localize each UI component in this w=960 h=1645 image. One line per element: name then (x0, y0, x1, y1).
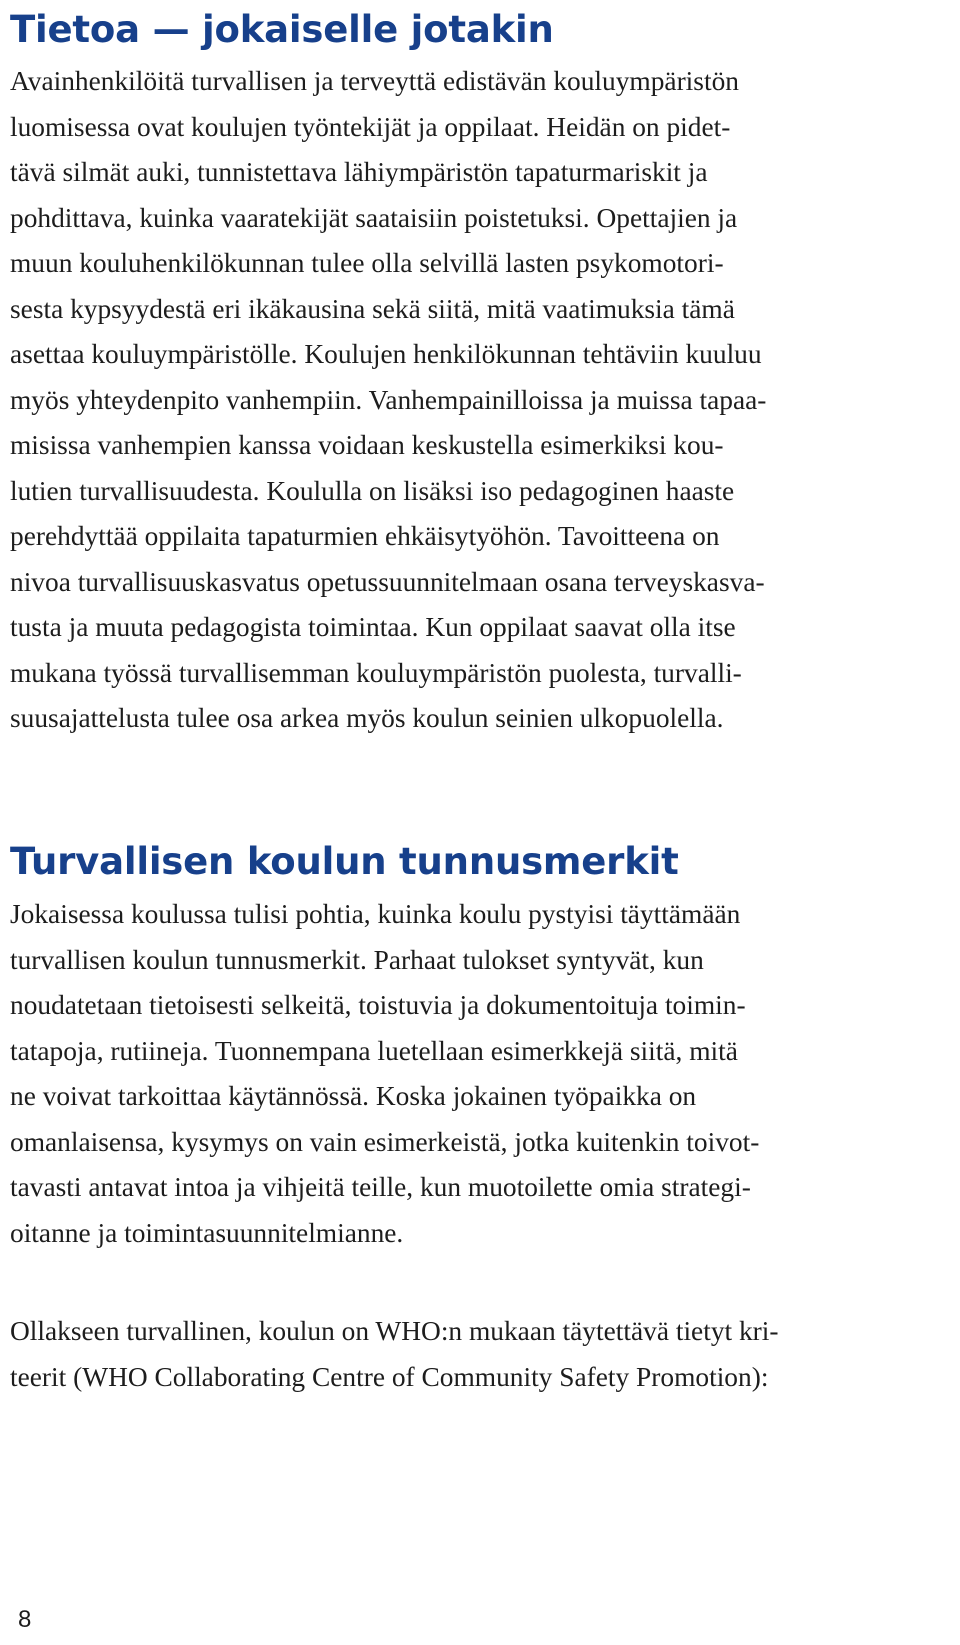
text-line: Avainhenkilöitä turvallisen ja terveyttä edistävän kouluympäristön (10, 66, 739, 96)
body-paragraph (10, 1309, 955, 1400)
text-line: asettaa kouluympäristölle. Koulujen henkilökunnan tehtäviin kuuluu (10, 339, 762, 369)
text-line: omanlaisensa, kysymys on vain esimerkeistä, jotka kuitenkin toivot- (10, 1126, 760, 1157)
text-line: luomisessa ovat koulujen työntekijät ja oppilaat. Heidän on pidet- (10, 111, 731, 142)
text-line: Jokaisessa koulussa tulisi pohtia, kuinka koulu pystyisi täyttämään (10, 899, 741, 929)
text-line: ne voivat tarkoittaa käytännössä. Koska jokainen työpaikka on (10, 1081, 697, 1111)
page-number: 8 (18, 1606, 32, 1633)
section-heading: Turvallisen koulun tunnusmerkit (10, 840, 679, 883)
document-page (10, 0, 955, 1645)
section-heading: Tietoa — jokaiselle jotakin (10, 8, 554, 51)
text-line: tatapoja, rutiineja. Tuonnempana luetellaan esimerkkejä siitä, mitä (10, 1035, 738, 1066)
text-line: sesta kypsyydestä eri ikäkausina sekä siitä, mitä vaatimuksia tämä (10, 293, 735, 324)
text-line: perehdyttää oppilaita tapaturmien ehkäisytyöhön. Tavoitteena on (10, 521, 720, 551)
text-line: misissa vanhempien kanssa voidaan keskustella esimerkiksi kou- (10, 430, 724, 460)
text-line: myös yhteydenpito vanhempiin. Vanhempainilloissa ja muissa tapaa- (10, 384, 767, 415)
text-line: suusajattelusta tulee osa arkea myös koulun seinien ulkopuolella. (10, 703, 724, 733)
text-line: noudatetaan tietoisesti selkeitä, toistuvia ja dokumentoituja toimin- (10, 990, 746, 1020)
text-line: mukana työssä turvallisemman kouluympäristön puolesta, turvalli- (10, 657, 742, 688)
text-line: tävä silmät auki, tunnistettava lähiympäristön tapaturmariskit ja (10, 157, 708, 187)
text-line: oitanne ja toimintasuunnitelmianne. (10, 1217, 404, 1248)
body-paragraph (10, 59, 955, 742)
text-line: turvallisen koulun tunnusmerkit. Parhaat tulokset syntyvät, kun (10, 944, 704, 975)
text-line: Ollakseen turvallinen, koulun on WHO:n mukaan täytettävä tietyt kri- (10, 1316, 779, 1346)
text-line: tavasti antavat intoa ja vihjeitä teille, kun muotoilette omia strategi- (10, 1172, 751, 1202)
text-line: lutien turvallisuudesta. Koululla on lisäksi iso pedagoginen haaste (10, 475, 735, 506)
text-line: nivoa turvallisuuskasvatus opetussuunnitelmaan osana terveyskasva- (10, 566, 765, 597)
text-line: teerit (WHO Collaborating Centre of Community Safety Promotion): (10, 1361, 769, 1392)
text-line: muun kouluhenkilökunnan tulee olla selvillä lasten psykomotori- (10, 248, 724, 278)
text-line: tusta ja muuta pedagogista toimintaa. Kun oppilaat saavat olla itse (10, 612, 736, 642)
text-line: pohdittava, kuinka vaaratekijät saataisiin poistetuksi. Opettajien ja (10, 202, 738, 233)
body-paragraph (10, 892, 955, 1256)
